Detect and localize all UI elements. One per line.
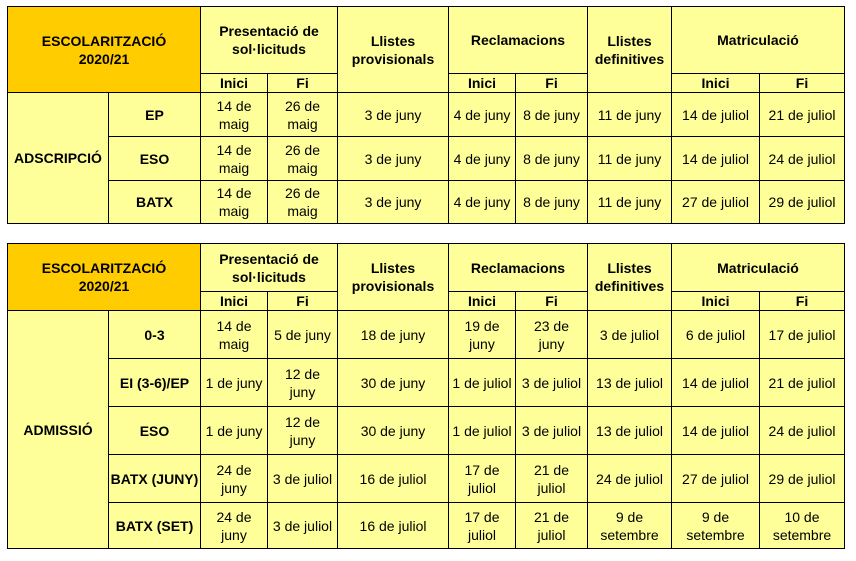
reclamacions-fi-cell: 21 de juliol [516,455,588,503]
escolaritzacio-header [8,7,201,93]
presentacio-fi-cell: 26 de maig [268,137,338,181]
table-row [8,455,845,503]
group-label: ADMISSIÓ [8,311,109,549]
group-label: ADSCRIPCIÓ [8,93,109,224]
matriculacio-inici-cell: 14 de juliol [672,137,760,181]
table-row [8,407,845,455]
escolaritzacio-header [8,244,201,311]
col-llistes-provisionals: Llistes provisionals [338,244,449,311]
presentacio-fi: Fi [268,74,338,93]
presentacio-fi-cell: 26 de maig [268,181,338,224]
matriculacio-inici: Inici [672,292,760,311]
provisionals-cell: 16 de juliol [338,503,449,549]
admissio-table [7,243,845,549]
matriculacio-fi-cell: 21 de juliol [760,93,845,137]
header-title: ESCOLARITZACIÓ [41,32,167,49]
presentacio-inici-cell: 24 de juny [201,503,268,549]
definitives-cell: 9 de setembre [588,503,672,549]
reclamacions-fi-cell: 23 de juny [516,311,588,359]
col-matriculacio: Matriculació [672,244,845,292]
table-row [8,93,845,137]
col-presentacio: Presentació de sol·licituds [201,7,338,74]
reclamacions-inici-cell: 1 de juliol [449,407,516,455]
matriculacio-inici-cell: 14 de juliol [672,407,760,455]
reclamacions-inici-cell: 17 de juliol [449,503,516,549]
reclamacions-fi-cell: 8 de juny [516,181,588,224]
reclamacions-fi-cell: 3 de juliol [516,359,588,407]
matriculacio-fi: Fi [760,292,845,311]
matriculacio-inici-cell: 14 de juliol [672,93,760,137]
matriculacio-inici-cell: 9 de setembre [672,503,760,549]
level-label: ESO [109,137,201,181]
matriculacio-inici-cell: 14 de juliol [672,359,760,407]
adscripcio-table [7,6,845,224]
col-presentacio: Presentació de sol·licituds [201,244,338,292]
reclamacions-inici-cell: 4 de juny [449,93,516,137]
definitives-cell: 13 de juliol [588,407,672,455]
col-llistes-definitives: Llistes definitives [588,244,672,311]
presentacio-inici-cell: 1 de juny [201,407,268,455]
presentacio-inici-cell: 14 de maig [201,93,268,137]
provisionals-cell: 30 de juny [338,359,449,407]
definitives-cell: 24 de juliol [588,455,672,503]
presentacio-fi-cell: 3 de juliol [268,503,338,549]
reclamacions-inici-cell: 19 de juny [449,311,516,359]
presentacio-inici: Inici [201,74,268,93]
level-label: BATX (JUNY) [109,455,201,503]
reclamacions-inici-cell: 4 de juny [449,137,516,181]
reclamacions-inici-cell: 17 de juliol [449,455,516,503]
matriculacio-fi-cell: 24 de juliol [760,407,845,455]
col-reclamacions: Reclamacions [449,7,588,74]
provisionals-cell: 30 de juny [338,407,449,455]
provisionals-cell: 3 de juny [338,181,449,224]
presentacio-fi-cell: 3 de juliol [268,455,338,503]
matriculacio-fi-cell: 17 de juliol [760,311,845,359]
table-row [8,181,845,224]
table-row [8,311,845,359]
level-label: ESO [109,407,201,455]
matriculacio-inici-cell: 6 de juliol [672,311,760,359]
reclamacions-fi-cell: 3 de juliol [516,407,588,455]
level-label: EP [109,93,201,137]
definitives-cell: 3 de juliol [588,311,672,359]
reclamacions-inici-cell: 1 de juliol [449,359,516,407]
col-llistes-definitives: Llistes definitives [588,7,672,93]
table-row [8,359,845,407]
matriculacio-fi: Fi [760,74,845,93]
presentacio-fi-cell: 12 de juny [268,407,338,455]
level-label: 0-3 [109,311,201,359]
reclamacions-fi-cell: 8 de juny [516,93,588,137]
definitives-cell: 11 de juny [588,93,672,137]
table-row [8,137,845,181]
provisionals-cell: 3 de juny [338,93,449,137]
matriculacio-fi-cell: 29 de juliol [760,181,845,224]
col-reclamacions: Reclamacions [449,244,588,292]
col-llistes-provisionals: Llistes provisionals [338,7,449,93]
reclamacions-inici: Inici [449,292,516,311]
matriculacio-inici: Inici [672,74,760,93]
provisionals-cell: 16 de juliol [338,455,449,503]
presentacio-inici-cell: 14 de maig [201,137,268,181]
provisionals-cell: 18 de juny [338,311,449,359]
matriculacio-inici-cell: 27 de juliol [672,181,760,224]
presentacio-fi: Fi [268,292,338,311]
level-label: BATX (SET) [109,503,201,549]
presentacio-inici-cell: 14 de maig [201,181,268,224]
presentacio-fi-cell: 5 de juny [268,311,338,359]
provisionals-cell: 3 de juny [338,137,449,181]
level-label: BATX [109,181,201,224]
definitives-cell: 11 de juny [588,181,672,224]
reclamacions-fi-cell: 8 de juny [516,137,588,181]
presentacio-inici-cell: 14 de maig [201,311,268,359]
col-matriculacio: Matriculació [672,7,845,74]
definitives-cell: 11 de juny [588,137,672,181]
matriculacio-inici-cell: 27 de juliol [672,455,760,503]
matriculacio-fi-cell: 21 de juliol [760,359,845,407]
presentacio-fi-cell: 12 de juny [268,359,338,407]
reclamacions-inici: Inici [449,74,516,93]
presentacio-inici-cell: 24 de juny [201,455,268,503]
level-label: EI (3-6)/EP [109,359,201,407]
matriculacio-fi-cell: 29 de juliol [760,455,845,503]
header-title: ESCOLARITZACIÓ [41,260,167,276]
reclamacions-fi-cell: 21 de juliol [516,503,588,549]
reclamacions-fi: Fi [516,74,588,93]
definitives-cell: 13 de juliol [588,359,672,407]
presentacio-fi-cell: 26 de maig [268,93,338,137]
matriculacio-fi-cell: 10 de setembre [760,503,845,549]
presentacio-inici: Inici [201,292,268,311]
reclamacions-fi: Fi [516,292,588,311]
presentacio-inici-cell: 1 de juny [201,359,268,407]
reclamacions-inici-cell: 4 de juny [449,181,516,224]
matriculacio-fi-cell: 24 de juliol [760,137,845,181]
table-row [8,503,845,549]
header-year: 2020/21 [78,278,130,294]
header-year: 2020/21 [78,50,130,67]
